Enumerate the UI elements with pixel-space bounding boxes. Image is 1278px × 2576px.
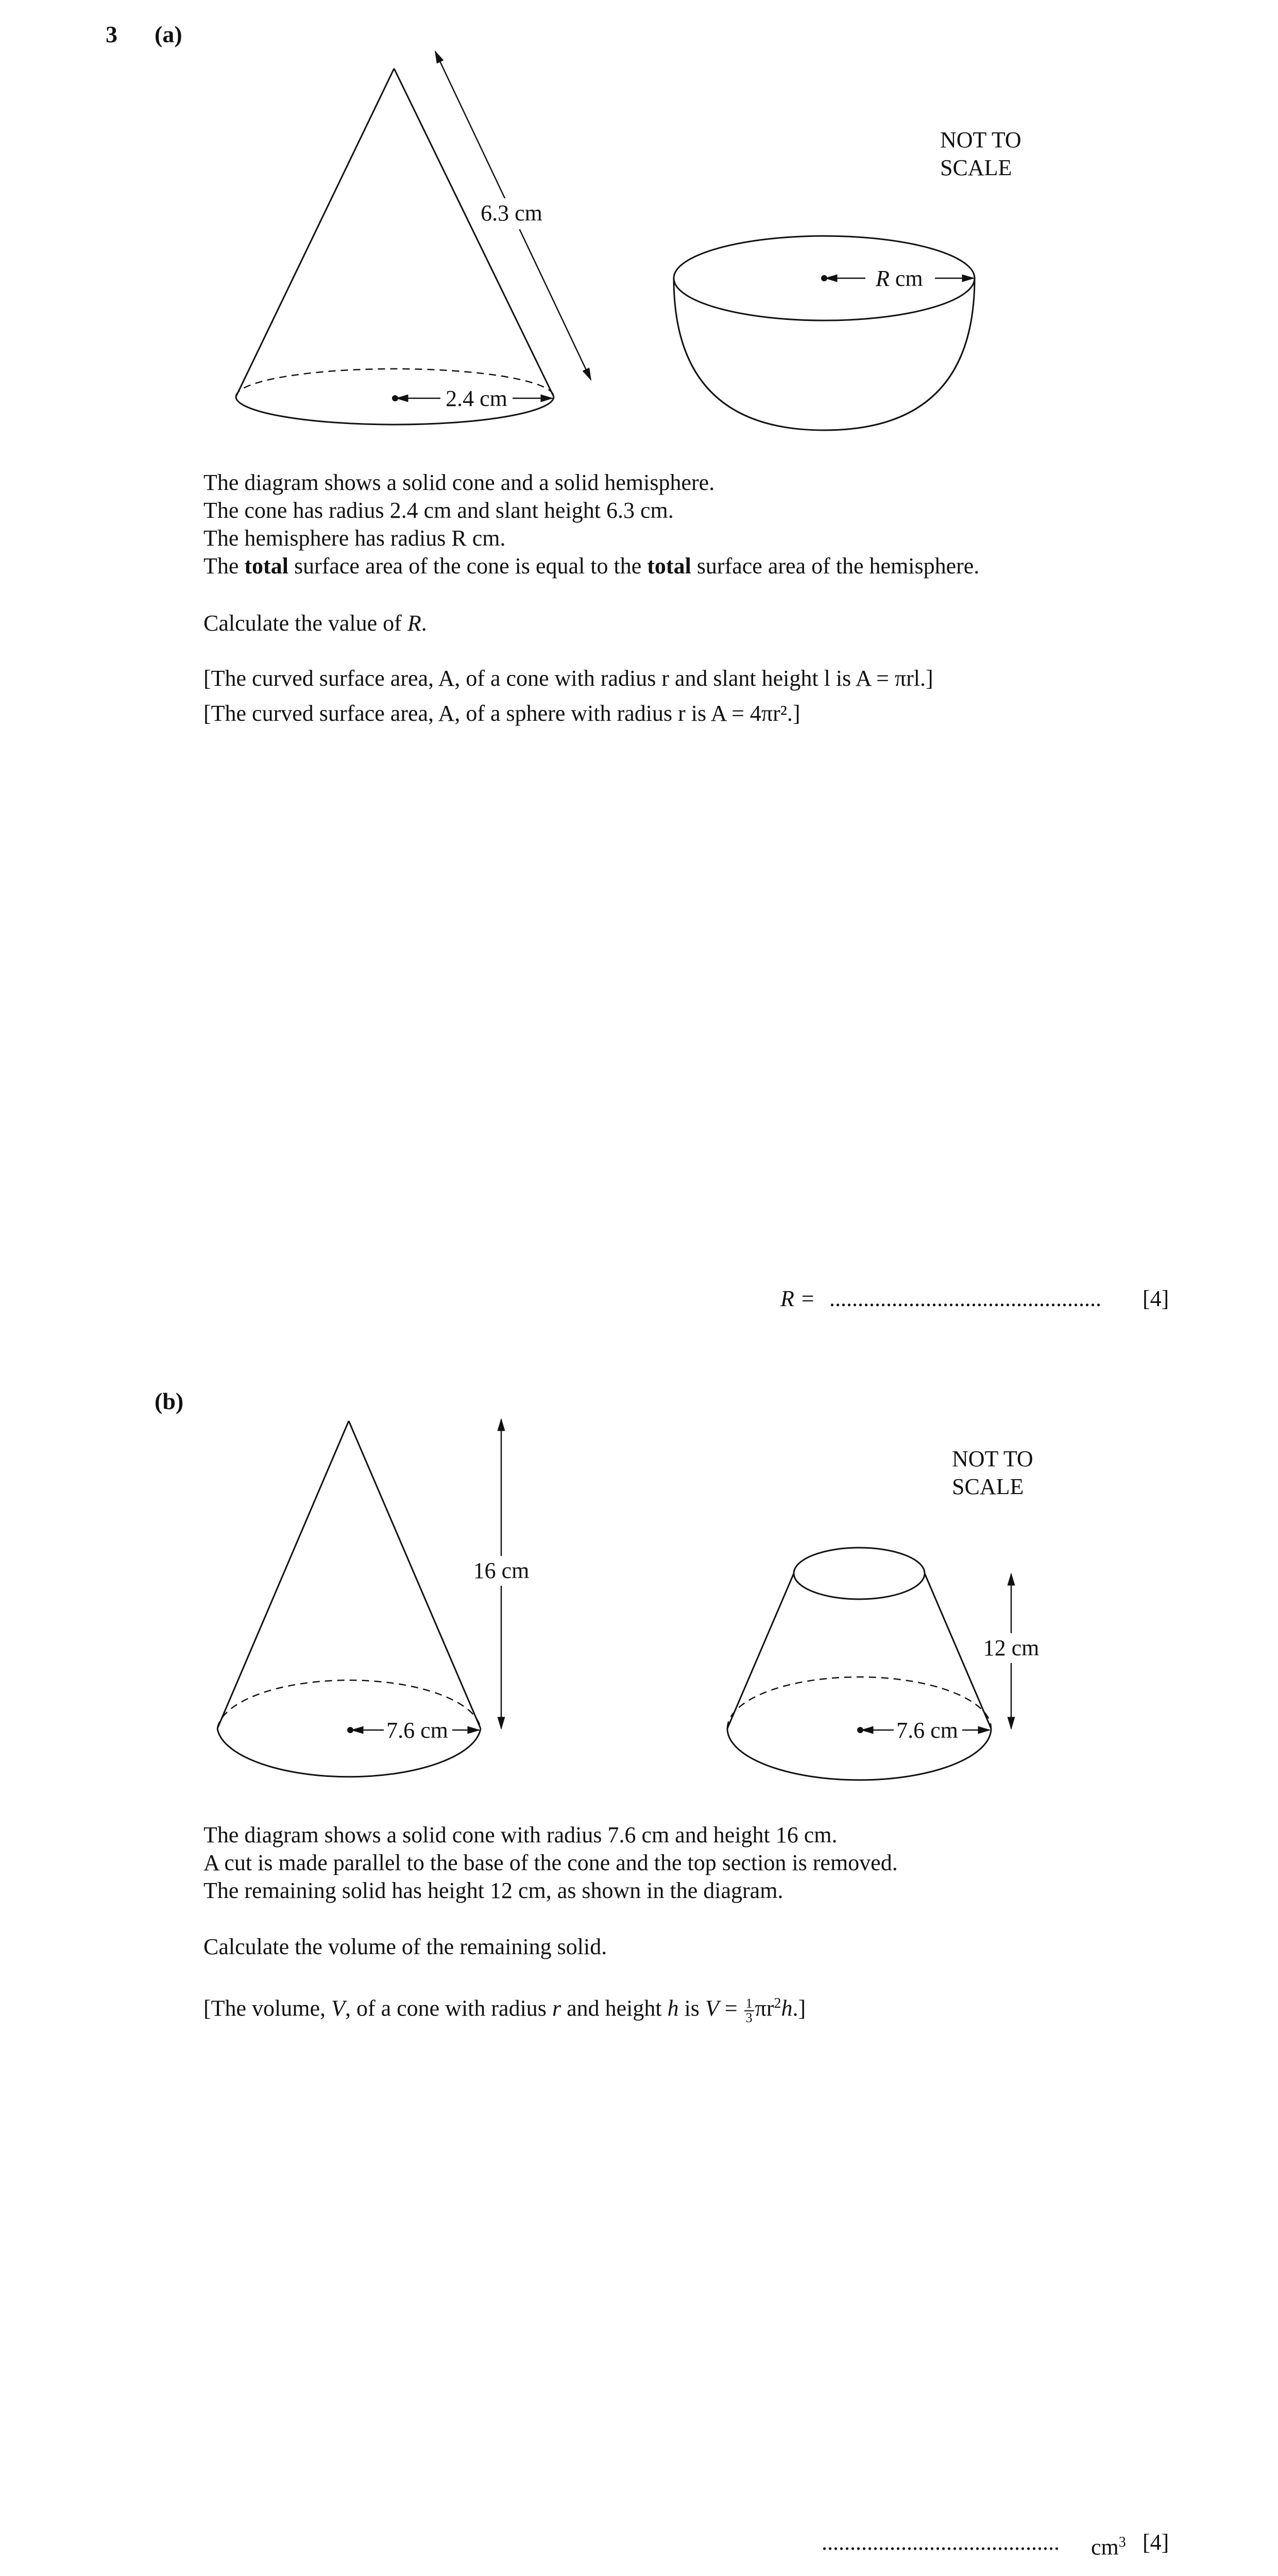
part-a-marks: [4] — [1143, 1286, 1169, 1311]
cone-solid — [236, 69, 554, 425]
part-b-formula-volume: [The volume, V, of a cone with radius r and height h is V = $\frac{1}{3}$ $\pi r^2h$.] — [203, 1995, 806, 2025]
part-a-label: (a) — [155, 21, 182, 47]
part-b-not-to-scale: NOT TO SCALE — [952, 1446, 1033, 1499]
cone-radius-label: 2.4 cm — [446, 386, 507, 411]
part-b-answer-unit: $cm^3$ — [1091, 2534, 1126, 2560]
part-a-line-4: The total surface area of the cone is equal to the total surface area of the hemisphere. — [203, 553, 980, 579]
part-a-line-1: The diagram shows a solid cone and a solid hemisphere. — [203, 470, 715, 495]
cone-height-label: 16 cm — [473, 1558, 530, 1583]
part-a-formula-cone: [The curved surface area, A, of a cone with radius r and slant height l is A = πrl.] — [203, 666, 933, 691]
hemisphere-radius-label: R cm — [876, 266, 923, 291]
part-b-diagram — [0, 1391, 1278, 1803]
part-a-diagram — [0, 0, 1278, 464]
frustum-radius-label: 7.6 cm — [896, 1718, 958, 1743]
part-b-line-1: The diagram shows a solid cone with radius 7.6 cm and height 16 cm. — [203, 1822, 838, 1848]
part-b-description — [203, 1821, 898, 1905]
part-a-not-to-scale: NOT TO SCALE — [940, 127, 1021, 180]
part-b-label: (b) — [155, 1388, 184, 1414]
fraction-one-third: $\frac{1}{3}$ — [744, 1997, 754, 2025]
part-a-description — [203, 469, 979, 580]
part-a-line-3: The hemisphere has radius R cm. — [203, 526, 506, 551]
part-a-answer-label: R = — [780, 1286, 815, 1311]
part-b-marks: [4] — [1143, 2530, 1169, 2555]
part-a-formula-sphere: [The curved surface area, A, of a sphere with radius r is A = 4πr².] — [203, 701, 800, 726]
part-a-answer-line[interactable]: ................................................ — [829, 1286, 1101, 1311]
part-b-line-3: The remaining solid has height 12 cm, as shown in the diagram. — [203, 1878, 783, 1903]
part-a-line-2: The cone has radius 2.4 cm and slant height 6.3 cm. — [203, 498, 674, 523]
part-b-answer-line[interactable]: .......................................... — [822, 2530, 1060, 2555]
part-b-line-2: A cut is made parallel to the base of the cone and the top section is removed. — [203, 1850, 898, 1875]
cone-b-radius-label: 7.6 cm — [386, 1718, 448, 1743]
part-a-instruction: Calculate the value of R. — [203, 611, 427, 636]
slant-height-label: 6.3 cm — [481, 200, 542, 226]
question-number: 3 — [106, 21, 117, 47]
hemisphere-solid — [674, 236, 975, 430]
part-b-instruction: Calculate the volume of the remaining solid. — [203, 1934, 607, 1959]
frustum-solid — [727, 1548, 991, 1780]
frustum-height-label: 12 cm — [983, 1635, 1040, 1660]
